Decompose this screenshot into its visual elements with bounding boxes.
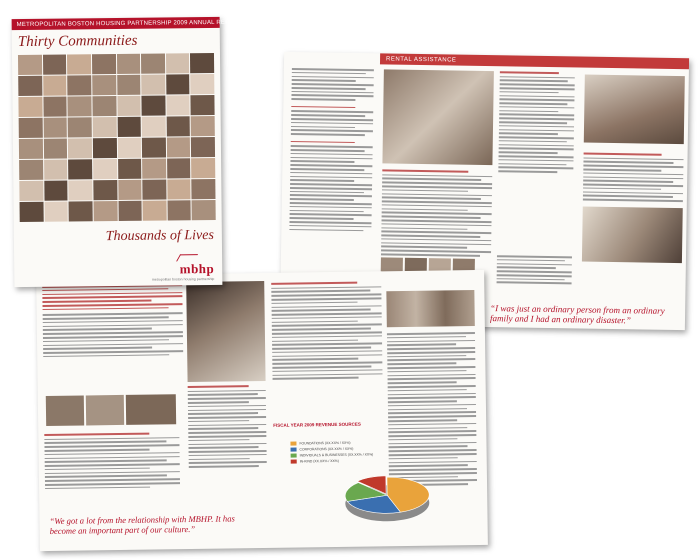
- portrait-photo: [44, 181, 68, 201]
- legend-label: IN-KIND (XX.XX% / XX%): [299, 458, 339, 464]
- portrait-grid: [18, 53, 216, 222]
- portrait-photo: [116, 54, 140, 74]
- portrait-photo: [167, 158, 191, 178]
- portrait-photo: [118, 180, 142, 200]
- donors-column: [271, 281, 382, 379]
- portrait-photo: [18, 55, 42, 75]
- legend-swatch: [291, 460, 297, 464]
- legend-label: FOUNDATIONS (XX.XX% / XX%): [299, 440, 351, 446]
- team-photo-2: [86, 395, 124, 426]
- portrait-photo: [67, 75, 91, 95]
- portrait-photo: [166, 95, 190, 115]
- portrait-photo: [142, 179, 166, 199]
- left-text-column: [42, 284, 183, 357]
- woman-portrait-photo: [584, 75, 685, 145]
- portrait-photo: [141, 74, 165, 94]
- team-photo-3: [126, 394, 176, 425]
- legend-label: INDIVIDUALS & BUSINESSES (XX.XX% / XX%): [299, 452, 374, 458]
- fiscal-heading: FISCAL YEAR 2009 REVENUE SOURCES: [273, 421, 361, 428]
- portrait-photo: [192, 179, 216, 199]
- portrait-photo: [19, 118, 43, 138]
- legend-label: CORPORATIONS (XX.XX% / XX%): [299, 446, 354, 452]
- left-intro: [42, 284, 182, 310]
- portrait-photo: [166, 116, 190, 136]
- portrait-photo: [191, 116, 215, 136]
- pull-quote: “I was just an ordinary person from an ordinary family and I had an ordinary disaster.”: [489, 303, 665, 326]
- continued-text: [497, 255, 572, 284]
- portrait-photo: [192, 200, 216, 220]
- portrait-photo: [68, 138, 92, 158]
- staff-photo: [386, 290, 474, 327]
- portrait-photo: [118, 201, 142, 221]
- logo-mark: mbhp: [179, 260, 215, 277]
- marathon-column: [44, 432, 180, 489]
- legend-item: [291, 457, 374, 464]
- check-in-column: [381, 169, 492, 256]
- column-heading: [500, 71, 575, 74]
- revenue-legend: [290, 439, 373, 464]
- portrait-photo: [117, 96, 141, 116]
- portrait-photo: [142, 116, 166, 136]
- annual-report-spread: [36, 270, 488, 551]
- portrait-photo: [20, 202, 44, 222]
- portrait-photo: [167, 200, 191, 220]
- cover-subtitle: Thousands of Lives: [105, 227, 214, 245]
- portrait-photo: [142, 95, 166, 115]
- portrait-photo: [43, 55, 67, 75]
- portrait-photo: [93, 159, 117, 179]
- portrait-photo: [93, 201, 117, 221]
- portrait-photo: [68, 96, 92, 116]
- portrait-photo: [68, 117, 92, 137]
- revenue-pie-chart: [339, 471, 436, 530]
- portrait-photo: [92, 54, 116, 74]
- legend-swatch: [291, 454, 297, 458]
- portrait-photo: [166, 53, 190, 73]
- logo-tagline: metropolitan boston housing partnership: [151, 276, 215, 282]
- portrait-photo: [19, 139, 43, 159]
- report-cover: [12, 17, 243, 287]
- team-photo-1: [46, 395, 84, 426]
- legend-swatch: [291, 448, 297, 452]
- cover-band: METROPOLITAN BOSTON HOUSING PARTNERSHIP 2009 ANNUAL REPORT: [12, 17, 220, 30]
- cover-title: Thirty Communities: [17, 32, 138, 51]
- marathon-heading: [44, 432, 179, 435]
- portrait-photo: [43, 76, 67, 96]
- mbhp-logo: [152, 254, 215, 282]
- portrait-photo: [93, 138, 117, 158]
- portrait-photo: [18, 76, 42, 96]
- working-text: [583, 157, 684, 202]
- portrait-photo: [117, 138, 141, 158]
- portrait-photo: [142, 158, 166, 178]
- right-column: [387, 332, 477, 486]
- portrait-photo: [118, 159, 142, 179]
- portrait-photo: [43, 139, 67, 159]
- working-column: [583, 153, 684, 202]
- intro-paragraph: [291, 68, 373, 101]
- working-heading: [584, 153, 684, 156]
- portrait-photo: [67, 54, 91, 74]
- portrait-photo: [19, 181, 43, 201]
- portrait-photo: [43, 118, 67, 138]
- portrait-photo: [191, 137, 215, 157]
- portrait-photo: [92, 96, 116, 116]
- portrait-photo: [167, 137, 191, 157]
- office-photo: [582, 207, 683, 264]
- program-paragraph-1: [291, 110, 373, 136]
- portrait-photo: [92, 75, 116, 95]
- back-to-school-column: [498, 71, 575, 173]
- portrait-photo: [18, 97, 42, 117]
- portrait-photo: [117, 117, 141, 137]
- portrait-photo: [69, 201, 93, 221]
- portrait-photo: [43, 97, 67, 117]
- program-paragraph-2: [289, 145, 372, 231]
- portrait-photo: [93, 117, 117, 137]
- portrait-photo: [44, 160, 68, 180]
- portrait-photo: [143, 200, 167, 220]
- right-text: [387, 332, 477, 486]
- portrait-photo: [19, 160, 43, 180]
- portrait-photo: [167, 179, 191, 199]
- section-band: RENTAL ASSISTANCE: [380, 53, 689, 69]
- portrait-photo: [69, 180, 93, 200]
- donors-heading: [271, 281, 381, 284]
- portrait-photo: [191, 74, 215, 94]
- laptop-photo: [186, 281, 265, 382]
- marathon-text: [44, 437, 180, 490]
- backpack-text: [188, 390, 267, 468]
- check-in-text: [381, 174, 492, 257]
- family-photo: [382, 69, 493, 165]
- column-text: [498, 76, 575, 173]
- portrait-photo: [93, 180, 117, 200]
- portrait-photo: [44, 202, 68, 222]
- portrait-photo: [68, 159, 92, 179]
- portrait-photo: [141, 53, 165, 73]
- backpack-column: [188, 385, 267, 468]
- portrait-photo: [191, 158, 215, 178]
- pull-quote: “We got a lot from the relationship with MBHP. It has become an important part of our culture.”: [49, 513, 235, 536]
- portrait-photo: [166, 74, 190, 94]
- program-heading: [291, 106, 373, 109]
- portrait-photo: [190, 53, 214, 73]
- left-paragraph: [43, 312, 184, 357]
- continued-column: [497, 255, 572, 284]
- portrait-photo: [142, 137, 166, 157]
- backpack-heading: [188, 385, 266, 388]
- check-in-heading: [382, 169, 492, 172]
- program-heading-2: [291, 141, 373, 144]
- portrait-photo: [117, 75, 141, 95]
- donors-text: [271, 286, 382, 380]
- portrait-photo: [191, 95, 215, 115]
- legend-swatch: [290, 442, 296, 446]
